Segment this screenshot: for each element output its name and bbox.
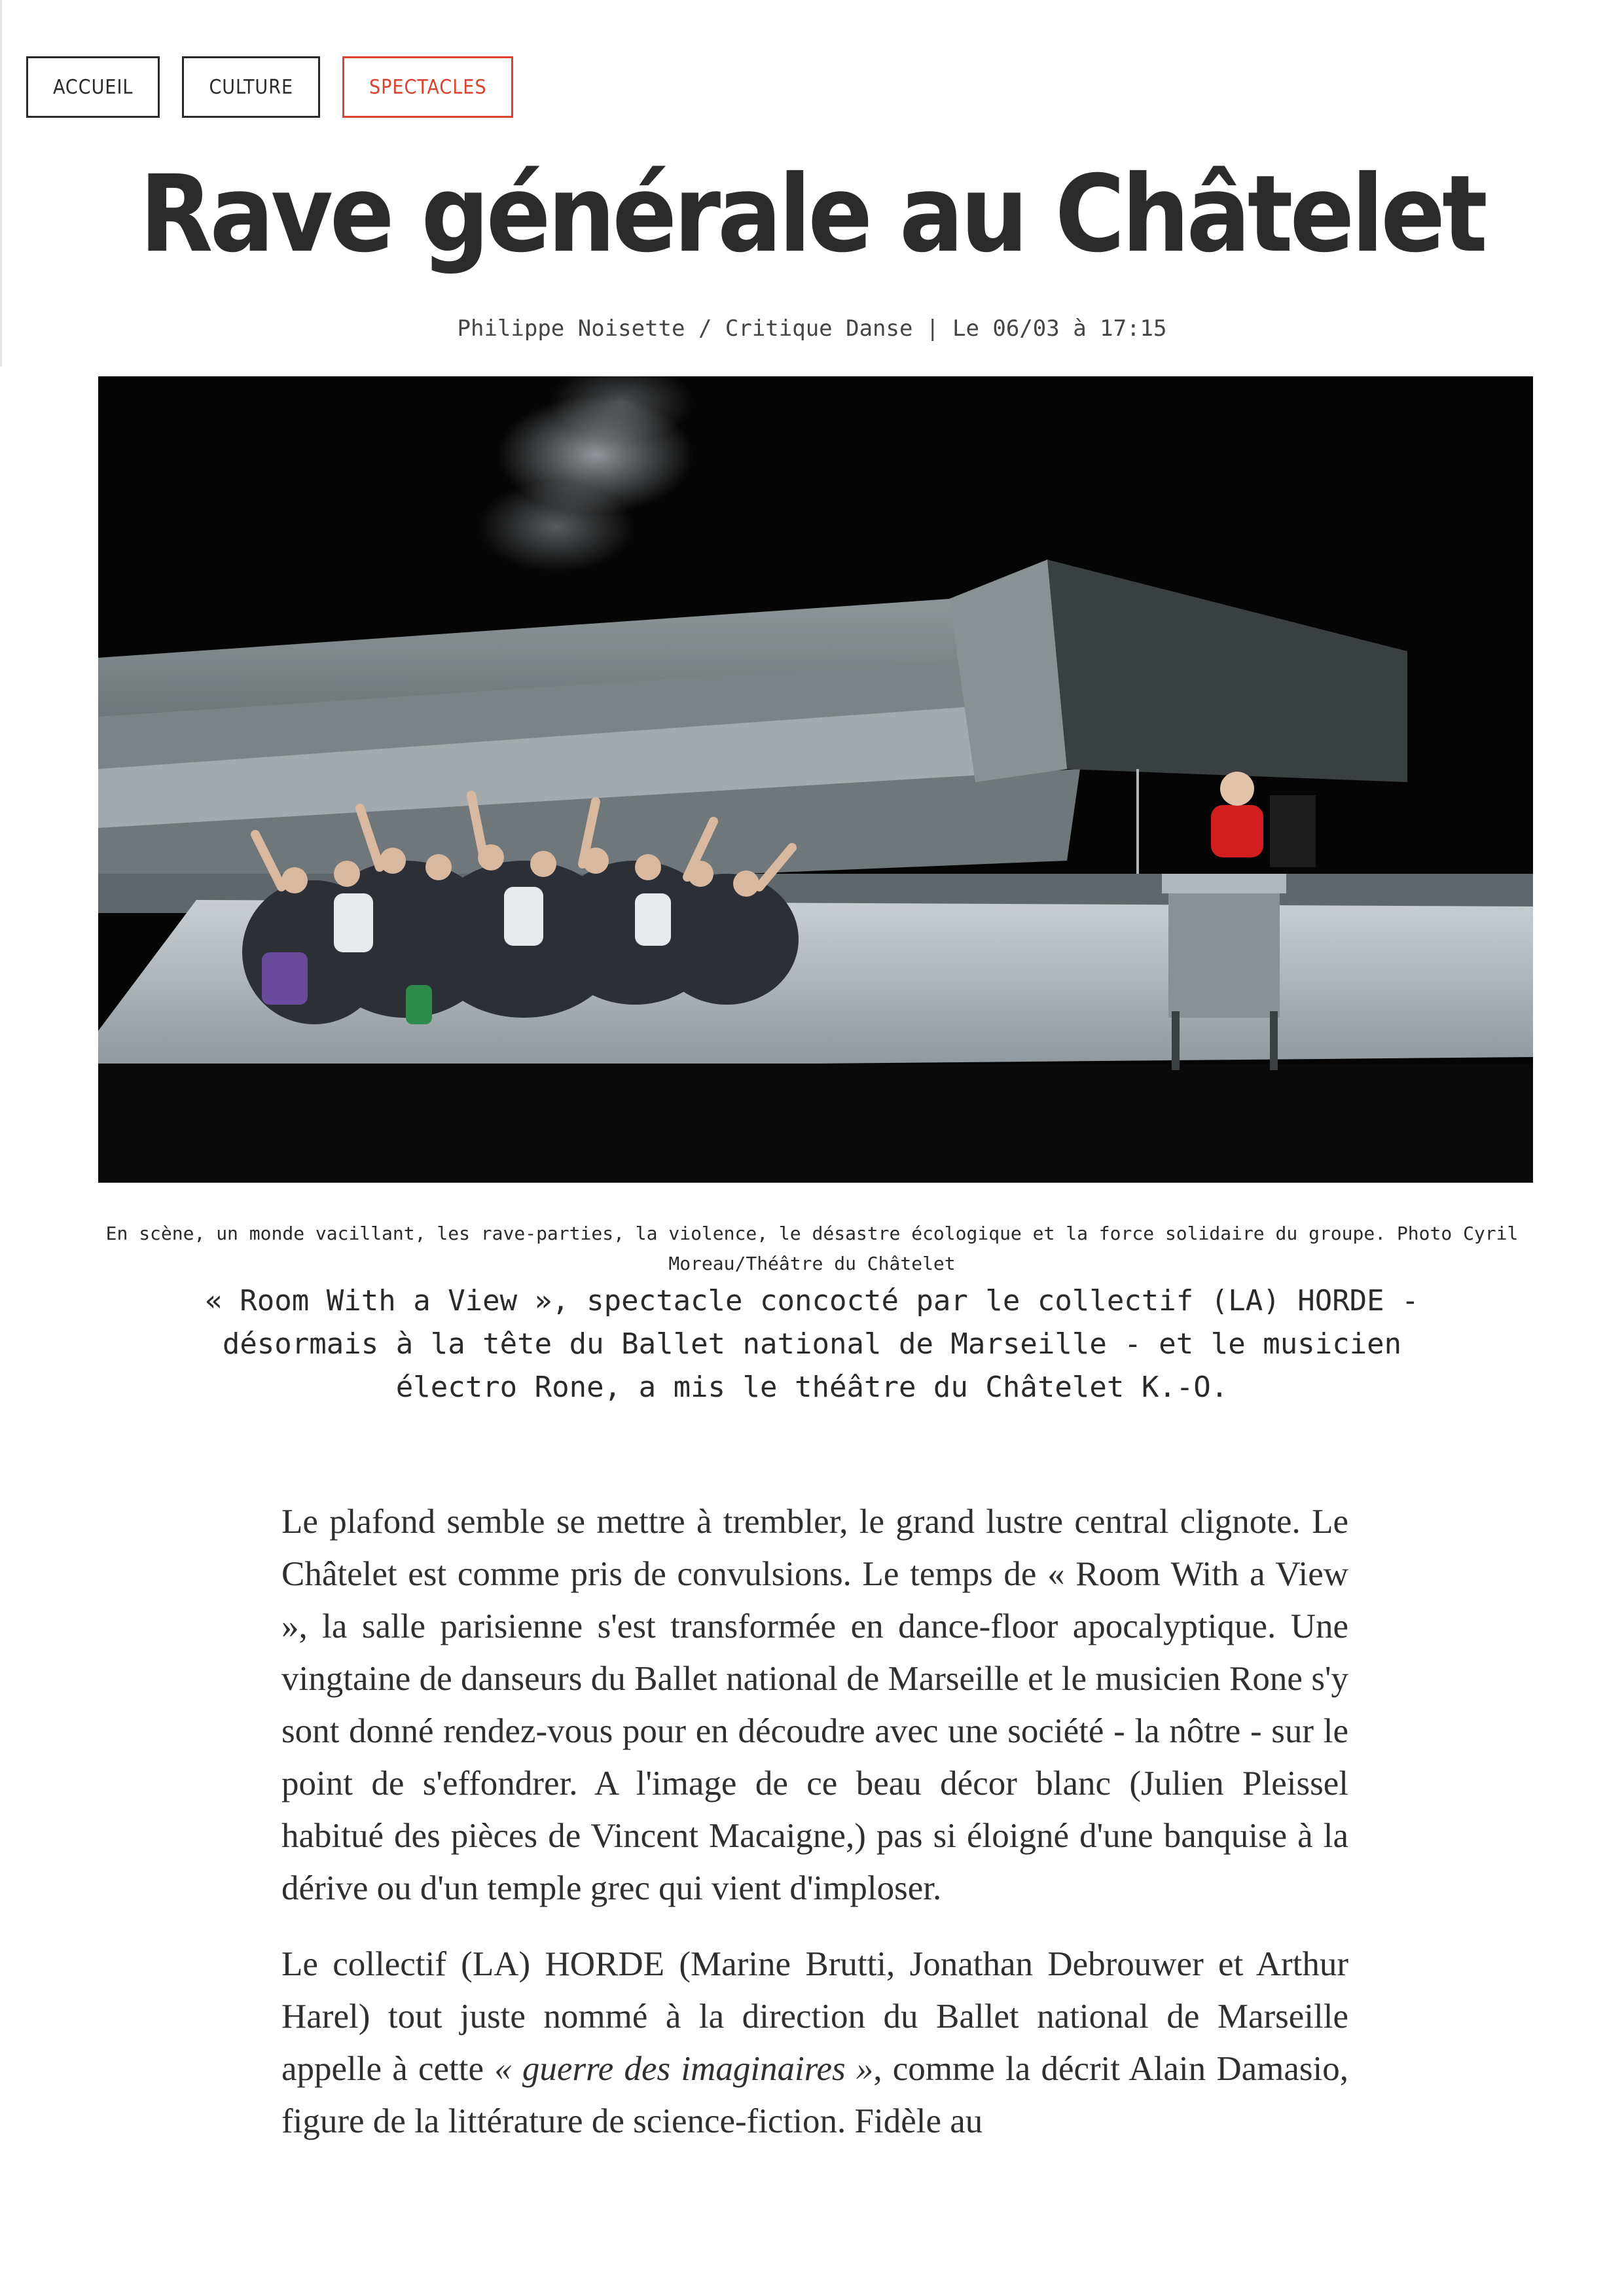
breadcrumb-accueil[interactable]: ACCUEIL bbox=[26, 56, 160, 118]
stage-photo-illustration bbox=[98, 376, 1533, 1183]
photo-caption: En scène, un monde vacillant, les rave-parties, la violence, le désastre écologique et la force solidaire du groupe. Photo Cyril Moreau/Théâtre du Châtelet bbox=[105, 1223, 1519, 1274]
publish-date: Le 06/03 à 17:15 bbox=[952, 315, 1167, 342]
breadcrumb-spectacles[interactable]: SPECTACLES bbox=[342, 56, 513, 118]
article-photo bbox=[98, 376, 1533, 1183]
italic-quote: « guerre des imaginaires » bbox=[494, 2050, 874, 2088]
body-paragraph: Le plafond semble se mettre à trembler, le grand lustre central clignote. Le Châtelet est comme pris de convulsions. Le temps de « Room With a View », la salle parisienne s'est transformée en dance-floor apocalyptique. Une vingtaine de danseurs du Ballet national de Marseille et le musicien Rone s'y sont donné rendez-vous pour en découdre avec une société - la nôtre - sur le point de s'effondrer. A l'image de ce beau décor blanc (Julien Pleissel habitué des pièces de Vincent Macaigne,) pas si éloigné d'une banquise à la dérive ou d'un temple grec qui vient d'imploser. bbox=[281, 1503, 1348, 1907]
body-paragraph bbox=[281, 1938, 1348, 2147]
paragraph-text: Le collectif (LA) HORDE (Marine Brutti, Jonathan Debrouwer et Arthur Harel) tout juste nommé à la direction du Ballet national de Marseille appelle à cette bbox=[281, 1945, 1348, 2088]
byline-separator: | bbox=[926, 315, 939, 342]
breadcrumb-culture[interactable]: CULTURE bbox=[182, 56, 320, 118]
article-standfirst: « Room With a View », spectacle concocté par le collectif (LA) HORDE - désormais à la tête du Ballet national de Marseille - et le musicien électro Rone, a mis le théâtre du Châtelet K.-O. bbox=[205, 1284, 1419, 1404]
byline bbox=[0, 315, 1624, 342]
article-title: Rave générale au Châtelet bbox=[139, 153, 1485, 276]
author-name[interactable]: Philippe Noisette / Critique Danse bbox=[457, 315, 913, 342]
article-body bbox=[281, 1496, 1348, 2171]
breadcrumb bbox=[26, 56, 513, 118]
paragraph-text: , comme la décrit Alain Damasio, figure de la littérature de science-fiction. Fidèle au bbox=[281, 2050, 1348, 2140]
